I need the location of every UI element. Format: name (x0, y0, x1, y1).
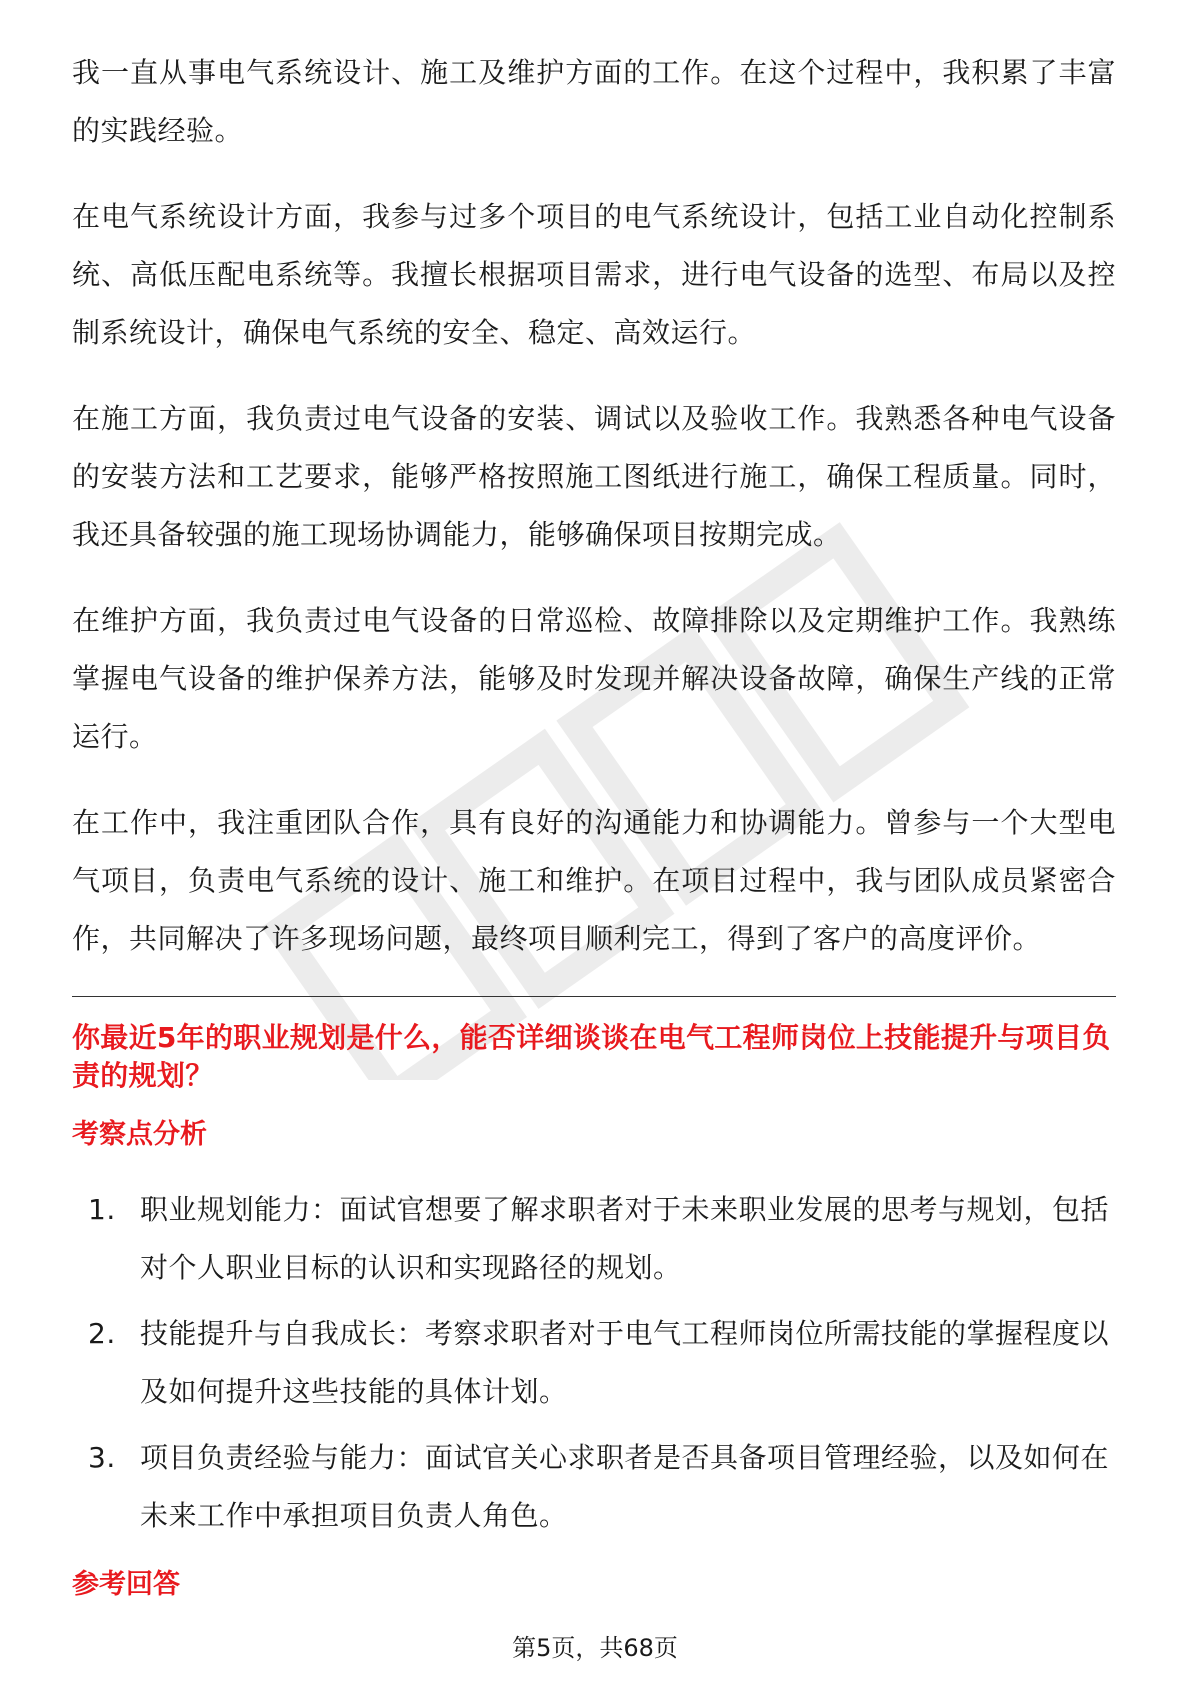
list-item-number: 3. (88, 1441, 116, 1474)
analysis-list (72, 1181, 1116, 1545)
paragraph-maintenance: 在维护方面，我负责过电气设备的日常巡检、故障排除以及定期维护工作。我熟练掌握电气设备的维护保养方法，能够及时发现并解决设备故障，确保生产线的正常运行。 (72, 604, 1116, 753)
paragraph-teamwork: 在工作中，我注重团队合作，具有良好的沟通能力和协调能力。曾参与一个大型电气项目，负责电气系统的设计、施工和维护。在项目过程中，我与团队成员紧密合作，共同解决了许多现场问题，最终项目顺利完工，得到了客户的高度评价。 (72, 806, 1116, 955)
list-item-number: 1. (88, 1193, 116, 1226)
list-item-number: 2. (88, 1317, 116, 1350)
list-item-text: 技能提升与自我成长：考察求职者对于电气工程师岗位所需技能的掌握程度以及如何提升这些技能的具体计划。 (140, 1317, 1110, 1408)
list-item (72, 1181, 1116, 1297)
interview-question: 你最近5年的职业规划是什么，能否详细谈谈在电气工程师岗位上技能提升与项目负责的规划？ (72, 1021, 1111, 1092)
list-item (72, 1429, 1116, 1545)
list-item-text: 职业规划能力：面试官想要了解求职者对于未来职业发展的思考与规划，包括对个人职业目标的认识和实现路径的规划。 (140, 1193, 1110, 1284)
paragraph-construction: 在施工方面，我负责过电气设备的安装、调试以及验收工作。我熟悉各种电气设备的安装方法和工艺要求，能够严格按照施工图纸进行施工，确保工程质量。同时，我还具备较强的施工现场协调能力，能够确保项目按期完成。 (72, 402, 1116, 551)
page-footer: 第5页，共68页 (512, 1634, 678, 1662)
section-divider (72, 996, 1116, 997)
analysis-title: 考察点分析 (72, 1119, 207, 1150)
list-item-text: 项目负责经验与能力：面试官关心求职者是否具备项目管理经验，以及如何在未来工作中承担项目负责人角色。 (140, 1441, 1110, 1532)
paragraph-experience-intro: 我一直从事电气系统设计、施工及维护方面的工作。在这个过程中，我积累了丰富的实践经验。 (72, 56, 1116, 147)
list-item (72, 1305, 1116, 1421)
paragraph-design: 在电气系统设计方面，我参与过多个项目的电气系统设计，包括工业自动化控制系统、高低压配电系统等。我擅长根据项目需求，进行电气设备的选型、布局以及控制系统设计，确保电气系统的安全、稳定、高效运行。 (72, 200, 1116, 349)
answer-title: 参考回答 (72, 1569, 180, 1600)
main-content (72, 44, 1116, 1605)
